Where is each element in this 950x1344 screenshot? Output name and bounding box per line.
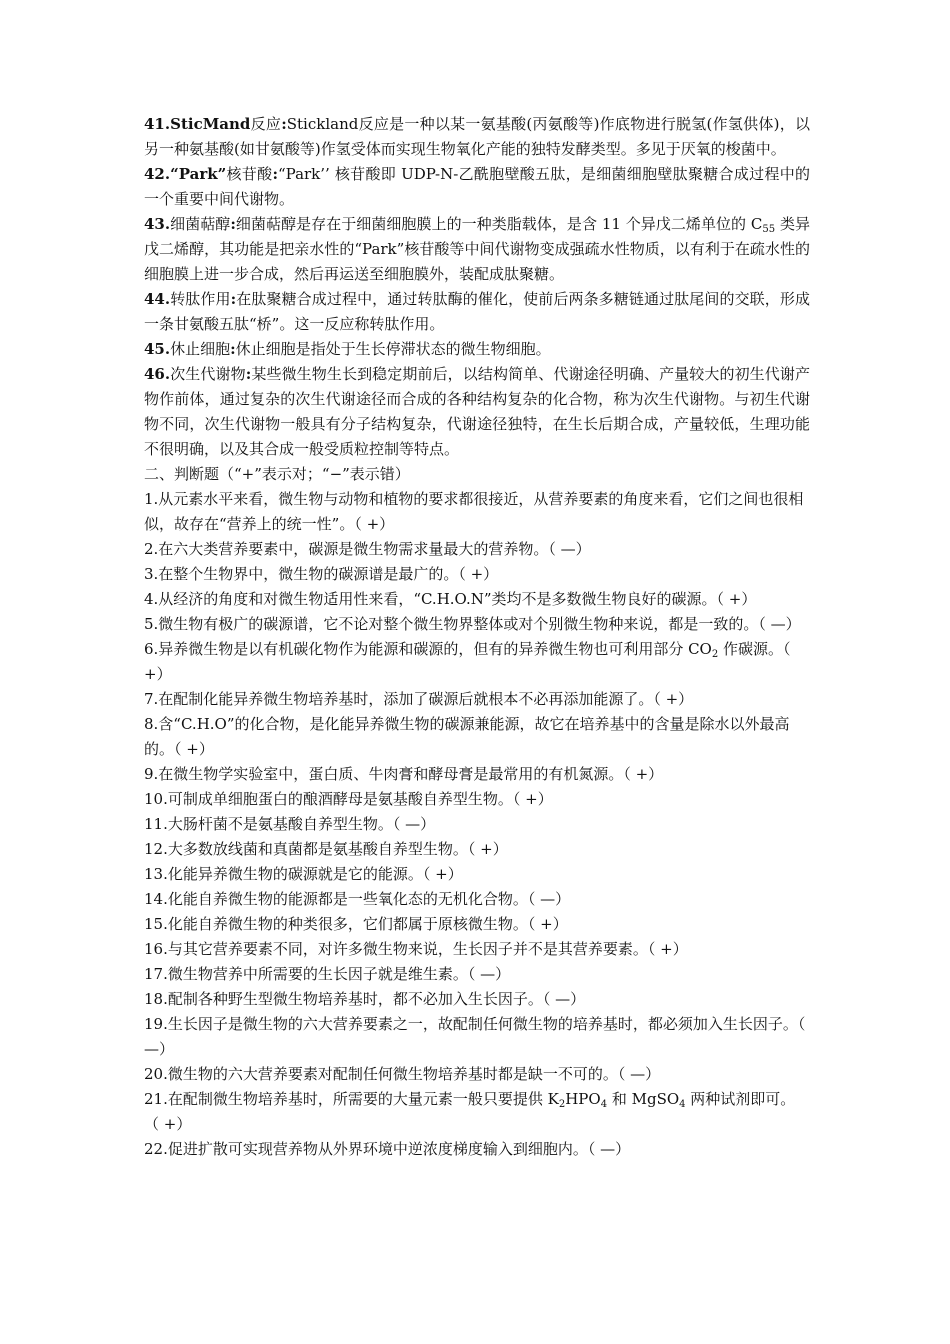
term-number: 44. bbox=[144, 290, 171, 308]
term-colon: : bbox=[272, 165, 278, 183]
question-4: 4.从经济的角度和对微生物适用性来看，“C.H.O.N”类均不是多数微生物良好的碳源。（ +） bbox=[144, 590, 757, 608]
question-1: 1.从元素水平来看，微生物与动物和植物的要求都很接近，从营养要素的角度来看，它们之间也很相似，故存在“营养上的统一性”。（ +） bbox=[144, 490, 804, 533]
question-text-cont: 作碳源。（ +） bbox=[144, 640, 791, 683]
question-10: 10.可制成单细胞蛋白的酿酒酵母是氨基酸自养型生物。（ +） bbox=[144, 790, 553, 808]
definition-body: 细菌萜醇是存在于细菌细胞膜上的一种类脂载体，是含 11 个异戊二烯单位的 C bbox=[235, 215, 763, 233]
question-6 bbox=[144, 637, 810, 687]
question-20: 20.微生物的六大营养要素对配制任何微生物培养基时都是缺一不可的。（ —） bbox=[144, 1065, 661, 1083]
definition-list bbox=[144, 112, 810, 462]
section-title: 二、判断题（“+”表示对；“−”表示错） bbox=[144, 465, 410, 483]
definition-46 bbox=[144, 362, 810, 462]
question-14: 14.化能自养微生物的能源都是一些氧化态的无机化合物。（ —） bbox=[144, 890, 571, 908]
term-number: 41. bbox=[144, 115, 171, 133]
definition-body: 休止细胞是指处于生长停滞状态的微生物细胞。 bbox=[235, 340, 551, 358]
definition-body: Stickland反应是一种以某一氨基酸(丙氨酸等)作底物进行脱氢(作氢供体)，以另一种氨基酸(如甘氨酸等)作氢受体而实现生物氧化产能的独特发酵类型。多见于厌氧的梭菌中。 bbox=[144, 115, 810, 158]
document-page bbox=[144, 112, 810, 1162]
term-name: 转肽作用 bbox=[170, 290, 231, 308]
question-19: 19.生长因子是微生物的六大营养要素之一，故配制任何微生物的培养基时，都必须加入生长因子。（ —） bbox=[144, 1015, 806, 1058]
question-22: 22.促进扩散可实现营养物从外界环境中逆浓度梯度输入到细胞内。（ —） bbox=[144, 1140, 631, 1158]
question-7: 7.在配制化能异养微生物培养基时，添加了碳源后就根本不必再添加能源了。（ +） bbox=[144, 690, 694, 708]
question-13: 13.化能异养微生物的碳源就是它的能源。（ +） bbox=[144, 865, 463, 883]
definition-body: 某些微生物生长到稳定期前后，以结构简单、代谢途径明确、产量较大的初生代谢产物作前体，通过复杂的次生代谢途径而合成的各种结构复杂的化合物，称为次生代谢物。与初生代谢物不同，次生代谢物一般具有分子结构复杂，代谢途径独特，在生长后期合成，产量较低，生理功能不很明确，以及其合成一般受质粒控制等特点。 bbox=[144, 365, 810, 458]
term-colon: : bbox=[245, 365, 252, 383]
term-name: “Park” bbox=[170, 165, 227, 183]
term-number: 43. bbox=[144, 215, 171, 233]
question-11: 11.大肠杆菌不是氨基酸自养型生物。（ —） bbox=[144, 815, 436, 833]
question-17: 17.微生物营养中所需要的生长因子就是维生素。（ —） bbox=[144, 965, 511, 983]
definition-42 bbox=[144, 162, 810, 212]
term-number: 42. bbox=[144, 165, 171, 183]
question-16: 16.与其它营养要素不同，对许多微生物来说，生长因子并不是其营养要素。（ +） bbox=[144, 940, 688, 958]
question-18: 18.配制各种野生型微生物培养基时，都不必加入生长因子。（ —） bbox=[144, 990, 586, 1008]
definition-43 bbox=[144, 212, 810, 287]
term-name: 次生代谢物 bbox=[170, 365, 246, 383]
question-text: 21.在配制微生物培养基时，所需要的大量元素一般只要提供 K bbox=[144, 1090, 559, 1108]
term-number: 46. bbox=[144, 365, 171, 383]
subscript: 4 bbox=[679, 1099, 686, 1110]
subscript: 2 bbox=[558, 1099, 566, 1110]
question-9: 9.在微生物学实验室中，蛋白质、牛肉膏和酵母膏是最常用的有机氮源。（ +） bbox=[144, 765, 664, 783]
question-15: 15.化能自养微生物的种类很多，它们都属于原核微生物。（ +） bbox=[144, 915, 568, 933]
question-text-mid2: 和 MgSO bbox=[607, 1090, 680, 1108]
term-number: 45. bbox=[144, 340, 171, 358]
term-name: SticMand bbox=[170, 115, 251, 133]
question-21 bbox=[144, 1087, 810, 1137]
subscript: 4 bbox=[600, 1099, 608, 1110]
question-8: 8.含“C.H.O”的化合物，是化能异养微生物的碳源兼能源，故它在培养基中的含量是除水以外最高的。（ +） bbox=[144, 715, 790, 758]
definition-41 bbox=[144, 112, 810, 162]
definition-body: “Park’’ 核苷酸即 UDP-N-乙酰胞壁酸五肽，是细菌细胞壁肽聚糖合成过程中的一个重要中间代谢物。 bbox=[144, 165, 810, 208]
term-colon: : bbox=[230, 340, 236, 358]
question-2: 2.在六大类营养要素中，碳源是微生物需求量最大的营养物。（ —） bbox=[144, 540, 591, 558]
subscript: 2 bbox=[711, 649, 719, 660]
subscript: 55 bbox=[762, 224, 776, 235]
term-name: 细菌萜醇 bbox=[170, 215, 231, 233]
question-list bbox=[144, 487, 810, 1162]
question-12: 12.大多数放线菌和真菌都是氨基酸自养型生物。（ +） bbox=[144, 840, 508, 858]
question-text: 6.异养微生物是以有机碳化物作为能源和碳源的，但有的异养微生物也可利用部分 CO bbox=[144, 640, 712, 658]
definition-44 bbox=[144, 287, 810, 337]
question-3: 3.在整个生物界中，微生物的碳源谱是最广的。（ +） bbox=[144, 565, 499, 583]
definition-45 bbox=[144, 337, 810, 362]
term-colon: : bbox=[230, 290, 237, 308]
definition-body-cont: 类异戊二烯醇，其功能是把亲水性的“Park”核苷酸等中间代谢物变成强疏水性物质，以有利于在疏水性的细胞膜上进一步合成，然后再运送至细胞膜外，装配成肽聚糖。 bbox=[144, 215, 810, 283]
term-name-suffix: 核苷酸 bbox=[226, 165, 273, 183]
term-colon: : bbox=[281, 115, 287, 133]
term-name: 休止细胞 bbox=[170, 340, 231, 358]
definition-body: 在肽聚糖合成过程中，通过转肽酶的催化，使前后两条多糖链通过肽尾间的交联，形成一条甘氨酸五肽“桥”。这一反应称转肽作用。 bbox=[144, 290, 810, 333]
term-colon: : bbox=[230, 215, 236, 233]
question-text-cont: 两种试剂即可。 （ +） bbox=[144, 1090, 803, 1133]
question-text-mid: HPO bbox=[565, 1090, 601, 1108]
question-5: 5.微生物有极广的碳源谱，它不论对整个微生物界整体或对个别微生物种来说，都是一致的。（ —） bbox=[144, 615, 801, 633]
term-name-suffix: 反应 bbox=[250, 115, 282, 133]
